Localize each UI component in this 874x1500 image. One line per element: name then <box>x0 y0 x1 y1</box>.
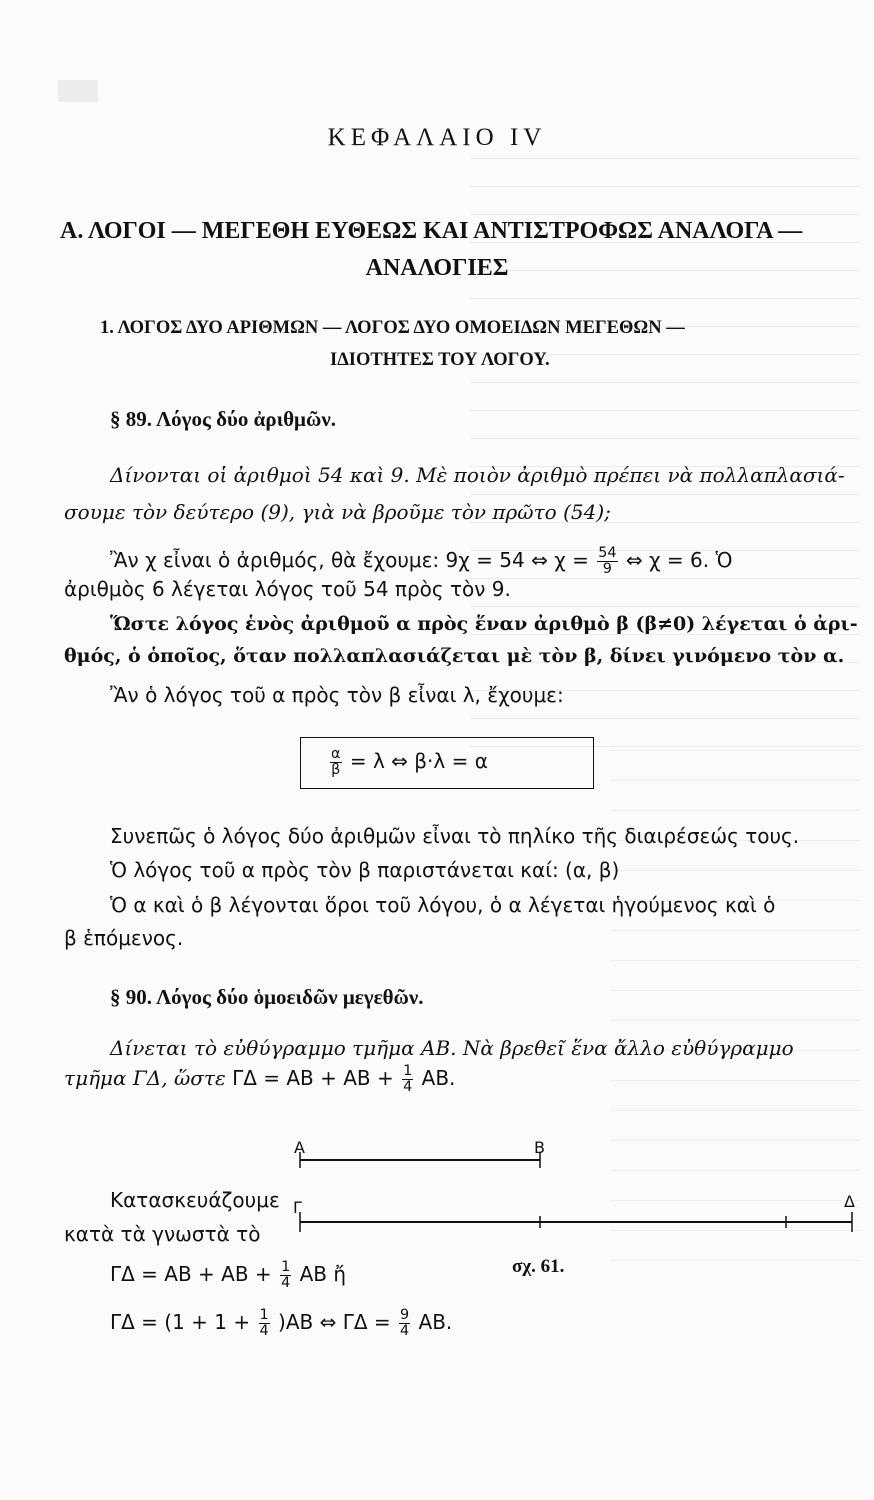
subsection-title-line-2: ΙΔΙΟΤΗΤΕΣ ΤΟΥ ΛΟΓΟΥ. <box>330 350 550 370</box>
fraction-numerator: 1 <box>403 1063 413 1079</box>
problem-formula-a: ΓΔ = ΑΒ + ΑΒ + <box>232 1066 394 1091</box>
fraction-denominator: 9 <box>602 561 612 578</box>
subsection-title-line-1: 1. ΛΟΓΟΣ ΔΥΟ ΑΡΙΘΜΩΝ — ΛΟΓΟΣ ΔΥΟ ΟΜΟΕΙΔΩΝ ΜΕΓΕΘΩΝ — <box>100 318 685 338</box>
section-title-line-1: Α. ΛΟΓΟΙ — ΜΕΓΕΘΗ ΕΥΘΕΩΣ ΚΑΙ ΑΝΤΙΣΤΡΟΦΩΣ ΑΝΑΛΟΓΑ — <box>60 218 803 244</box>
text-line: Ἂν ὁ λόγος τοῦ α πρὸς τὸν β εἶναι λ, ἔχουμε: <box>110 683 564 707</box>
fraction-denominator: 4 <box>403 1079 413 1096</box>
point-b-label: Β <box>534 1138 545 1157</box>
fraction-54-over-9 <box>597 546 617 577</box>
fraction-numerator: 1 <box>281 1259 291 1275</box>
problem-line-1: Δίνεται τὸ εὐθύγραμμο τμῆμα ΑΒ. Νὰ βρεθεῖ ἕνα ἄλλο εὐθύγραμμο <box>110 1036 794 1060</box>
fraction-denominator: 4 <box>281 1275 291 1292</box>
construction-text-1: Κατασκευάζουμε <box>110 1188 280 1212</box>
section-title-line-2: ΑΝΑΛΟΓΙΕΣ <box>365 255 509 281</box>
text-line: Ὁ α καὶ ὁ β λέγονται ὅροι τοῦ λόγου, ὁ α λέγεται ἡγούμενος καὶ ὁ <box>110 893 776 917</box>
fraction-numerator: 9 <box>400 1307 410 1323</box>
fraction-one-quarter <box>259 1308 270 1339</box>
formula-line-2 <box>110 1308 452 1339</box>
problem-formula <box>232 1063 456 1096</box>
fraction-nine-quarters <box>399 1308 410 1339</box>
fraction-denominator: β <box>331 762 341 779</box>
fraction-denominator: 4 <box>400 1323 410 1340</box>
problem-text-a: τμῆμα ΓΔ, ὥστε <box>64 1066 226 1091</box>
text-line: Συνεπῶς ὁ λόγος δύο ἀριθμῶν εἶναι τὸ πηλίκο τῆς διαιρέσεώς τους. <box>110 824 800 848</box>
fraction-numerator: 54 <box>598 545 617 561</box>
definition-line-1: Ὥστε λόγος ἑνὸς ἀριθμοῦ α πρὸς ἕναν ἀριθμὸ β (β≠0) λέγεται ὁ ἀρι- <box>110 613 858 635</box>
equation-text-b: ⇔ χ = 6. Ὁ <box>625 548 733 573</box>
definition-line-2: θμός, ὁ ὁποῖος, ὅταν πολλαπλασιάζεται μὲ τὸν β, δίνει γινόμενο τὸν α. <box>64 645 845 667</box>
equation-line <box>110 546 732 577</box>
fraction-alpha-over-beta <box>330 747 342 778</box>
section-90-heading: § 90. Λόγος δύο ὁμοειδῶν μεγεθῶν. <box>110 985 424 1009</box>
formula-2-b: )ΑΒ ⇔ ΓΔ = <box>278 1310 391 1335</box>
section-89-heading: § 89. Λόγος δύο ἀριθμῶν. <box>110 407 336 431</box>
problem-formula-b: ΑΒ. <box>421 1066 456 1091</box>
equation-text-a: Ἂν χ εἶναι ὁ ἀριθμός, θὰ ἔχουμε: 9χ = 54 ⇔ χ = <box>110 548 589 573</box>
fraction-numerator: α <box>331 746 341 762</box>
text-line: β ἑπόμενος. <box>64 926 184 950</box>
formula-1-a: ΓΔ = ΑΒ + ΑΒ + <box>110 1262 272 1287</box>
question-line-2: σουμε τὸν δεύτερο (9), γιὰ νὰ βροῦμε τὸν πρῶτο (54); <box>64 500 611 524</box>
formula-1-b: ΑΒ ἤ <box>299 1262 347 1287</box>
text-line: ἀριθμὸς 6 λέγεται λόγος τοῦ 54 πρὸς τὸν 9. <box>64 577 511 601</box>
formula-2-c: ΑΒ. <box>418 1310 453 1335</box>
formula-2-a: ΓΔ = (1 + 1 + <box>110 1310 251 1335</box>
construction-text-2: κατὰ τὰ γνωστὰ τὸ <box>64 1222 261 1246</box>
point-d-label: Δ <box>844 1192 855 1211</box>
boxed-formula <box>328 747 488 778</box>
point-a-label: Α <box>294 1138 305 1157</box>
formula-line-1 <box>110 1260 346 1291</box>
text-line: Ὁ λόγος τοῦ α πρὸς τὸν β παριστάνεται καί: (α, β) <box>110 858 620 882</box>
fraction-one-quarter <box>280 1260 291 1291</box>
figure-caption: σχ. 61. <box>512 1256 565 1277</box>
boxed-formula-rest: = λ ⇔ β·λ = α <box>349 749 488 774</box>
problem-line-2 <box>64 1064 455 1095</box>
chapter-heading: ΚΕΦΑΛΑΙΟ IV <box>327 124 547 151</box>
point-g-label: Γ <box>293 1198 302 1217</box>
fraction-denominator: 4 <box>259 1323 269 1340</box>
question-line-1: Δίνονται οἱ ἀριθμοὶ 54 καὶ 9. Μὲ ποιὸν ἀριθμὸ πρέπει νὰ πολλαπλασιά- <box>110 463 845 487</box>
fraction-one-quarter <box>402 1064 413 1095</box>
fraction-numerator: 1 <box>259 1307 269 1323</box>
